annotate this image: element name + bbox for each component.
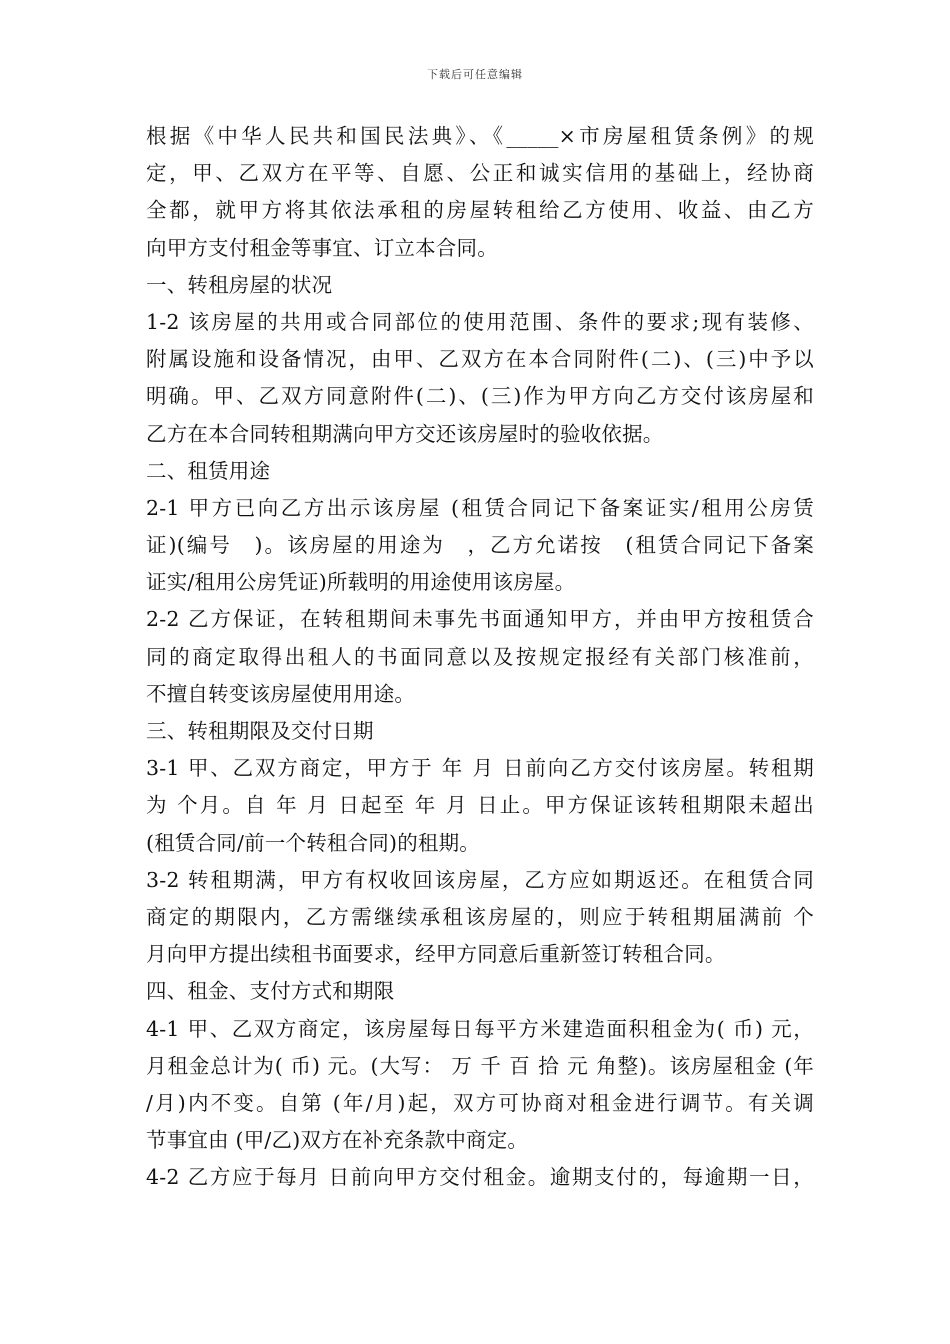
text-line: 同的商定取得出租人的书面同意以及按规定报经有关部门核准前， [146,644,814,669]
text-line: 1-2 该房屋的共用或合同部位的使用范围、条件的要求;现有装修、 [146,309,814,334]
text-line: 节事宜由 (甲/乙)双方在补充条款中商定。 [146,1128,529,1153]
text-line: 4-2 乙方应于每月 日前向甲方交付租金。逾期支付的，每逾期一日， [146,1165,814,1190]
text-line: 为 个月。自 年 月 日起至 年 月 日止。甲方保证该转租期限未超出 [146,793,814,818]
text-line: 附属设施和设备情况，由甲、乙双方在本合同附件(二)、(三)中予以 [146,347,814,372]
text-line: 2-1 甲方已向乙方出示该房屋 (租赁合同记下备案证实/租用公房赁 [146,495,814,520]
text-line: 根据《中华人民共和国民法典》、《_____×市房屋租赁条例》的规 [146,124,814,148]
text-line: 4-1 甲、乙双方商定，该房屋每日每平方米建造面积租金为( 币) 元， [146,1016,814,1041]
section-heading: 三、转租期限及交付日期 [146,719,374,743]
text-line: /月)内不变。自第 (年/月)起，双方可协商对租金进行调节。有关调 [146,1090,814,1115]
text-line: 3-2 转租期满，甲方有权收回该房屋，乙方应如期返还。在租赁合同 [146,867,814,892]
text-line: 证)(编号 )。该房屋的用途为 ，乙方允诺按 (租赁合同记下备案 [146,533,814,558]
text-line: 全都，就甲方将其依法承租的房屋转租给乙方使用、收益、由乙方 [146,198,814,223]
text-line: 2-2 乙方保证，在转租期间未事先书面通知甲方，并由甲方按租赁合 [146,607,814,632]
text-line: (租赁合同/前一个转租合同)的租期。 [146,830,481,855]
text-line: 定，甲、乙双方在平等、自愿、公正和诚实信用的基础上，经协商 [146,161,814,186]
section-heading: 四、租金、支付方式和期限 [146,979,395,1004]
text-line: 月向甲方提出续租书面要求，经甲方同意后重新签订转租合同。 [146,942,726,967]
text-line: 不擅自转变该房屋使用用途。 [146,681,416,706]
text-line: 乙方在本合同转租期满向甲方交还该房屋时的验收依据。 [146,421,664,446]
text-line: 证实/租用公房凭证)所载明的用途使用该房屋。 [146,570,576,595]
page-header-note: 下载后可任意编辑 [427,68,523,81]
text-line: 3-1 甲、乙双方商定，甲方于 年 月 日前向乙方交付该房屋。转租期 [146,756,814,781]
text-line: 月租金总计为( 币) 元。(大写： 万 千 百 拾 元 角整)。该房屋租金 (年 [146,1053,814,1078]
section-heading: 二、租赁用途 [146,458,271,483]
text-line: 明确。甲、乙双方同意附件(二)、(三)作为甲方向乙方交付该房屋和 [146,384,814,409]
document-body [146,118,814,1196]
text-line: 商定的期限内，乙方需继续承租该房屋的，则应于转租期届满前 个 [146,904,814,929]
section-heading: 一、转租房屋的状况 [146,272,333,297]
text-line: 向甲方支付租金等事宜、订立本合同。 [146,235,498,260]
